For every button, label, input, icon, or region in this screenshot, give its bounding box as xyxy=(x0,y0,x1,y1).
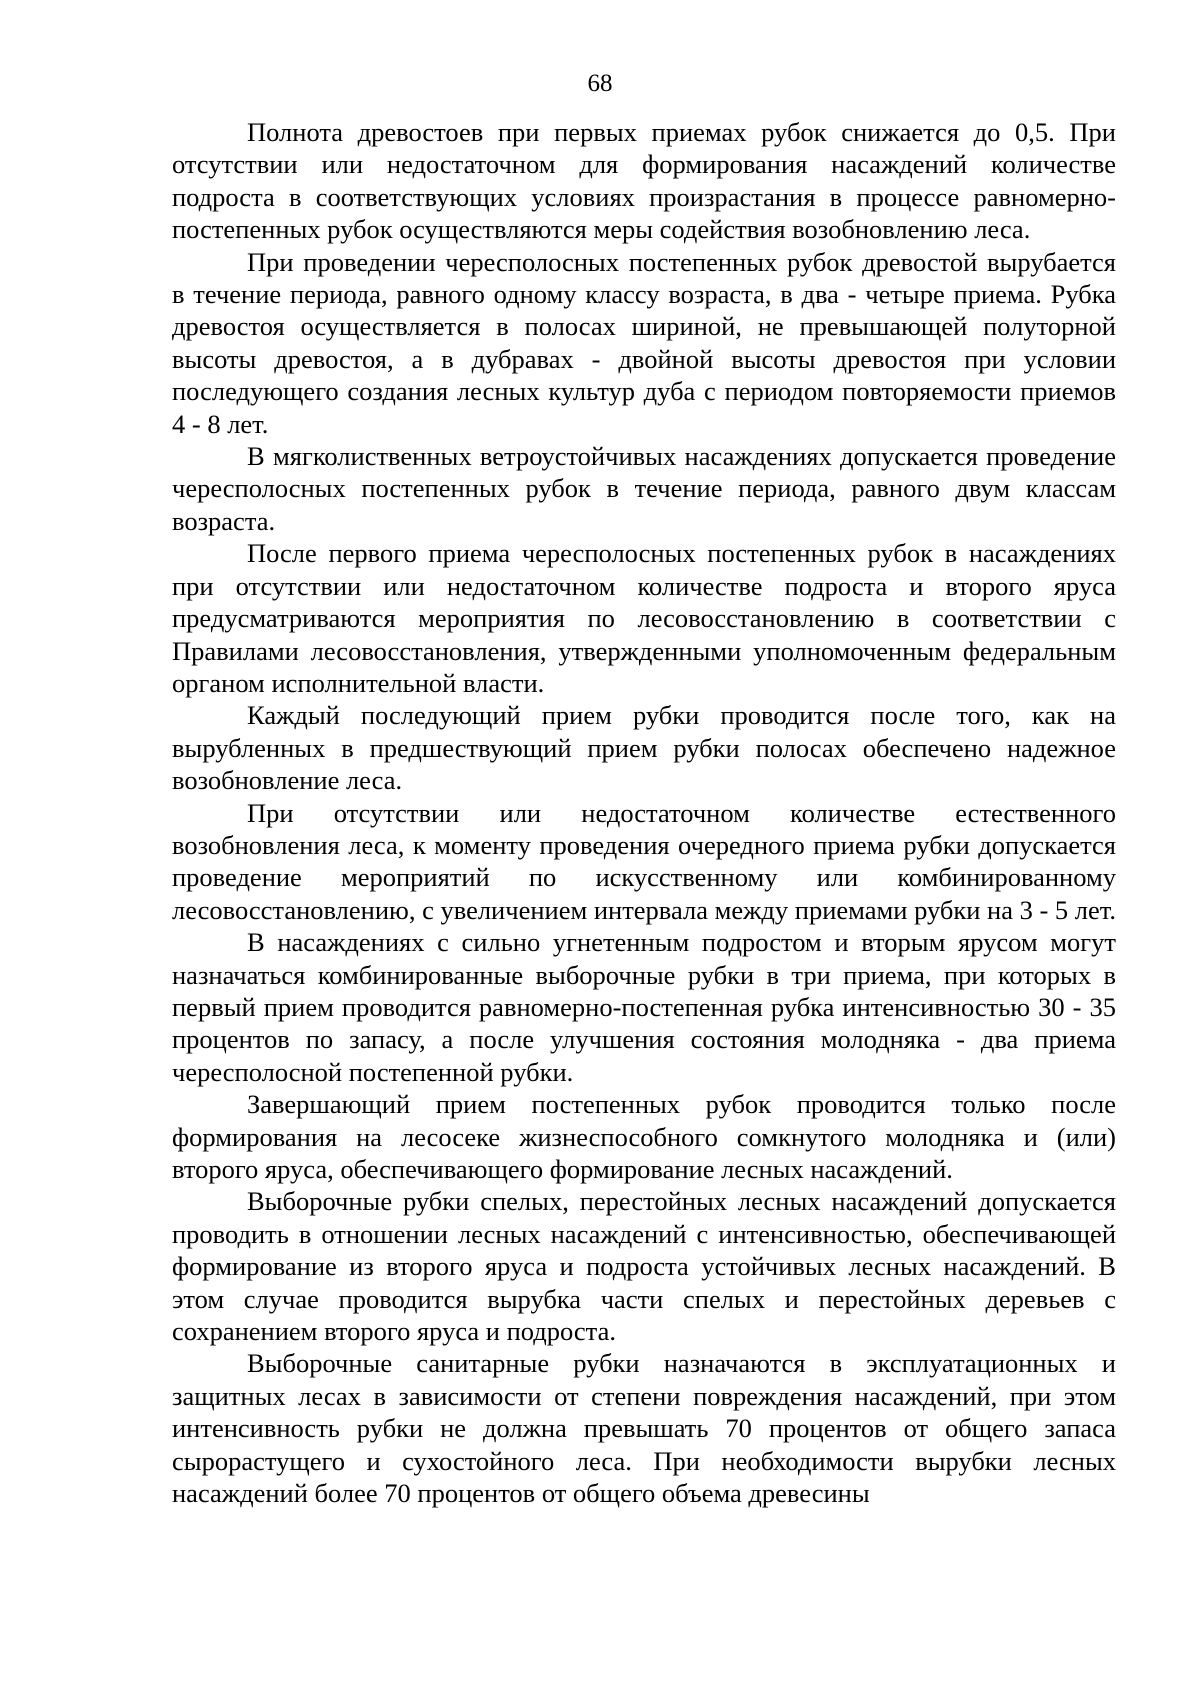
paragraph: При проведении чересполосных постепенных рубок древостой вырубается в течение периода, равного одному классу возраста, в два - четыре приема. Рубка древостоя осуществляется в полосах шириной, не превышающей полуторной высоты древостоя, а в дубравах - двойной высоты древостоя при условии последующего создания лесных культур дуба с периодом повторяемости приемов 4 - 8 лет. xyxy=(172,246,1116,439)
page-number: 68 xyxy=(587,70,613,97)
paragraph: Каждый последующий прием рубки проводится после того, как на вырубленных в предшествующий прием рубки полосах обеспечено надежное возобновление леса. xyxy=(172,700,1116,796)
paragraph: Выборочные санитарные рубки назначаются в эксплуатационных и защитных лесах в зависимости от степени повреждения насаждений, при этом интенсивность рубки не должна превышать 70 процентов от общего запаса сырорастущего и сухостойного леса. При необходимости вырубки лесных насаждений более 70 процентов от общего объема древесины xyxy=(172,1348,1116,1509)
paragraph: В насаждениях с сильно угнетенным подростом и вторым ярусом могут назначаться комбинированные выборочные рубки в три приема, при которых в первый прием проводится равномерно-постепенная рубка интенсивностью 30 - 35 процентов по запасу, а после улучшения состояния молодняка - два приема чересполосной постепенной рубки. xyxy=(172,927,1116,1087)
paragraph: Выборочные рубки спелых, перестойных лесных насаждений допускается проводить в отношении лесных насаждений с интенсивностью, обеспечивающей формирование из второго яруса и подроста устойчивых лесных насаждений. В этом случае проводится вырубка части спелых и перестойных деревьев с сохранением второго яруса и подроста. xyxy=(172,1186,1116,1347)
paragraph: Полнота древостоев при первых приемах рубок снижается до 0,5. При отсутствии или недостаточном для формирования насаждений количестве подроста в соответствующих условиях произрастания в процессе равномерно-постепенных рубок осуществляются меры содействия возобновлению леса. xyxy=(172,117,1116,245)
body-text xyxy=(172,116,1116,1509)
paragraph: Завершающий прием постепенных рубок проводится только после формирования на лесосеке жизнеспособного сомкнутого молодняка и (или) второго яруса, обеспечивающего формирование лесных насаждений. xyxy=(172,1089,1116,1184)
paragraph: При отсутствии или недостаточном количестве естественного возобновления леса, к моменту проведения очередного приема рубки допускается проведение мероприятий по искусственному или комбинированному лесовосстановлению, с увеличением интервала между приемами рубки на 3 - 5 лет. xyxy=(172,797,1117,925)
paragraph: После первого приема чересполосных постепенных рубок в насаждениях при отсутствии или недостаточном количестве подроста и второго яруса предусматриваются мероприятия по лесовосстановлению в соответствии с Правилами лесовосстановления, утвержденными уполномоченным федеральным органом исполнительной власти. xyxy=(172,538,1116,698)
paragraph: В мягколиственных ветроустойчивых насаждениях допускается проведение чересполосных постепенных рубок в течение периода, равного двум классам возраста. xyxy=(172,441,1116,536)
